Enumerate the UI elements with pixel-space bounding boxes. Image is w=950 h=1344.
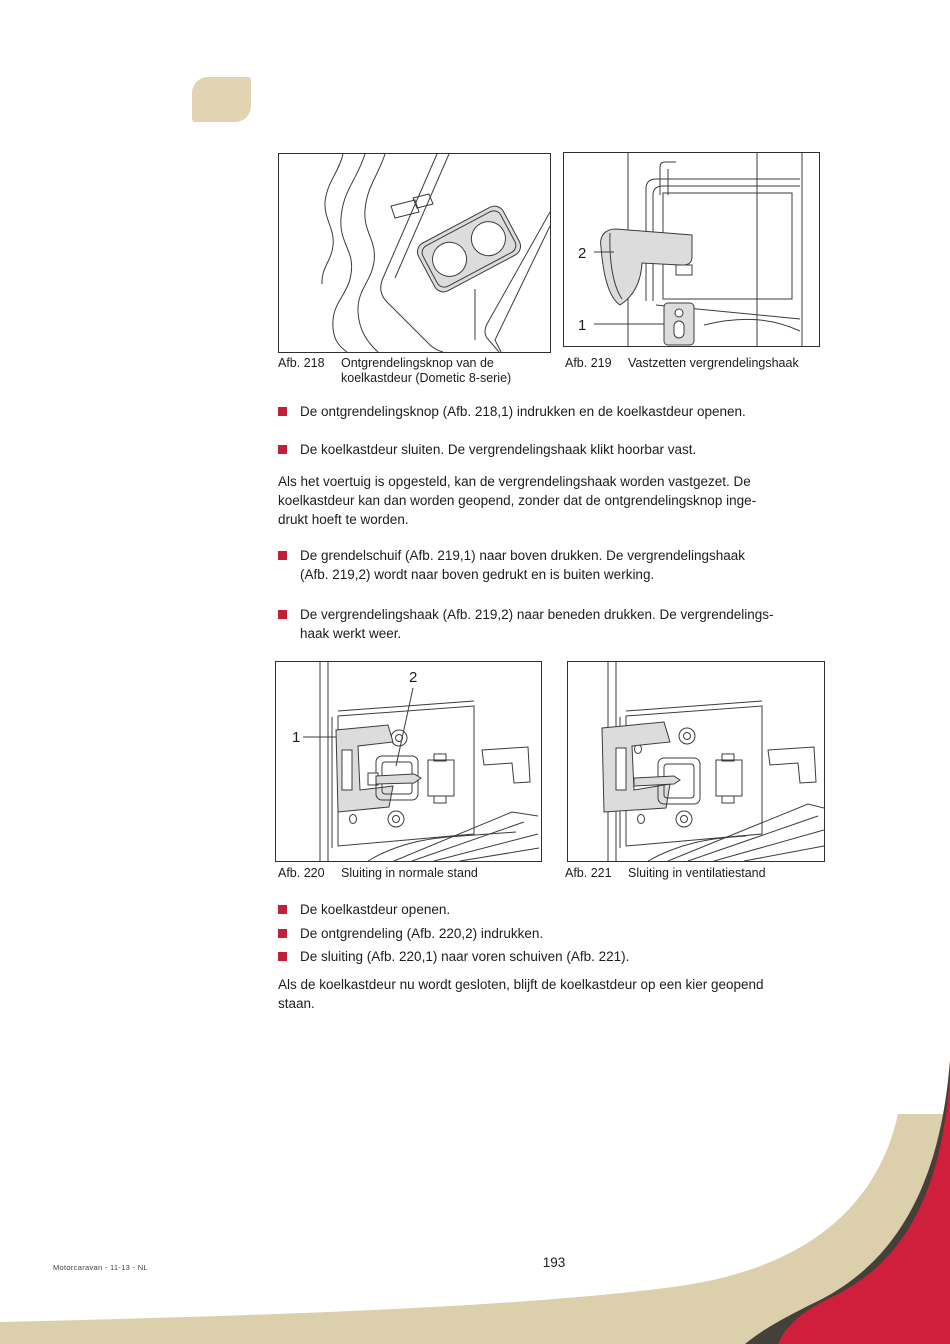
bullet-square-icon — [278, 905, 287, 914]
list-item-text: De ontgrendeling (Afb. 220,2) indrukken. — [300, 926, 544, 941]
list-item-text: De koelkastdeur openen. — [300, 902, 451, 917]
bullet-square-icon — [278, 407, 287, 416]
callout-2-leader — [396, 688, 413, 766]
release-lever-shape — [376, 774, 421, 784]
paragraph — [278, 472, 830, 529]
bullet-square-icon — [278, 610, 287, 619]
list-item — [278, 924, 830, 943]
paragraph-line: Als het voertuig is opgesteld, kan de vergrendelingshaak worden vastgezet. De — [278, 474, 751, 489]
figure-220-caption — [278, 866, 478, 881]
figure-218-label: Afb. 218 — [278, 356, 325, 370]
upper-text-block — [278, 402, 830, 643]
page-edge-tab — [192, 77, 251, 122]
bullet-square-icon — [278, 551, 287, 560]
figure-218-caption — [278, 356, 511, 386]
paragraph — [278, 975, 830, 1013]
release-button-panel — [414, 203, 524, 296]
paragraph-line: staan. — [278, 996, 315, 1011]
release-lever-shape — [634, 776, 680, 786]
paragraph-line: koelkastdeur kan dan worden geopend, zonder dat de ontgrendelingsknop inge- — [278, 493, 757, 508]
bracket-inner-strip — [342, 750, 352, 790]
list-item — [278, 900, 830, 919]
list-item — [278, 546, 830, 584]
list-item-text: De vergrendelingshaak (Afb. 219,2) naar beneden drukken. De vergrendelings- haak werkt weer. — [300, 607, 774, 641]
figure-218-caption-text: Ontgrendelingsknop van de koelkastdeur (Dometic 8-serie) — [341, 356, 512, 385]
figure-219-caption-text: Vastzetten vergrendelingshaak — [628, 356, 799, 370]
hook-step — [676, 265, 692, 275]
slide-latch-plate — [664, 303, 694, 345]
figure-219-locking-hook — [563, 152, 820, 347]
figure-221-caption — [565, 866, 766, 881]
list-item-text: De koelkastdeur sluiten. De vergrendelingshaak klikt hoorbar vast. — [300, 442, 697, 457]
figure-218-release-button — [278, 153, 551, 353]
corner-swoosh-decoration — [0, 1044, 950, 1344]
figure-220-caption-text: Sluiting in normale stand — [341, 866, 478, 880]
footer-document-code: Motorcaravan - 11-13 - NL — [53, 1263, 148, 1272]
list-item — [278, 947, 830, 966]
page-number: 193 — [542, 1255, 566, 1270]
list-item — [278, 605, 830, 643]
figure-220-drawing — [276, 662, 541, 861]
callout-2-label: 2 — [578, 245, 587, 262]
bullet-square-icon — [278, 929, 287, 938]
callout-1-label: 1 — [292, 729, 301, 746]
figure-219-caption — [565, 356, 799, 371]
bullet-square-icon — [278, 445, 287, 454]
figure-220-latch-normal — [275, 661, 542, 862]
list-item-text: De ontgrendelingsknop (Afb. 218,1) indrukken en de koelkastdeur openen. — [300, 404, 746, 419]
latch-bracket-shape — [602, 722, 670, 812]
list-item-text: De sluiting (Afb. 220,1) naar voren schuiven (Afb. 221). — [300, 949, 630, 964]
figure-221-latch-ventilation — [567, 661, 825, 862]
list-item — [278, 440, 830, 459]
figure-221-caption-text: Sluiting in ventilatiestand — [628, 866, 766, 880]
figure-220-label: Afb. 220 — [278, 866, 325, 880]
list-item — [278, 402, 830, 421]
paragraph-line: drukt hoeft te worden. — [278, 512, 409, 527]
figure-219-label: Afb. 219 — [565, 356, 612, 370]
figure-218-drawing — [279, 154, 550, 352]
figure-219-drawing — [564, 153, 819, 346]
callout-2-label: 2 — [409, 669, 418, 686]
figure-221-label: Afb. 221 — [565, 866, 612, 880]
list-item-text: De grendelschuif (Afb. 219,1) naar boven drukken. De vergrendelingshaak (Afb. 219,2) wordt naar boven gedrukt en is buiten werking. — [300, 548, 746, 582]
callout-1-label: 1 — [578, 317, 587, 334]
bracket-inner-strip — [616, 748, 626, 790]
bullet-square-icon — [278, 952, 287, 961]
paragraph-line: Als de koelkastdeur nu wordt gesloten, blijft de koelkastdeur op een kier geopend — [278, 977, 764, 992]
figure-221-drawing — [568, 662, 824, 861]
lower-text-block — [278, 900, 830, 1013]
